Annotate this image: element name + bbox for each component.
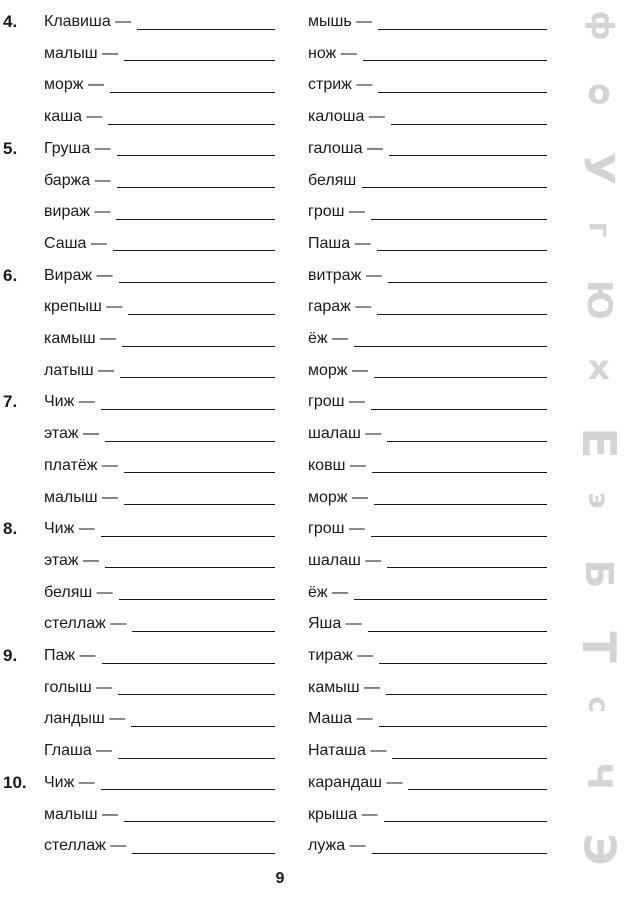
decorative-letter: Б bbox=[577, 559, 621, 589]
word-label: Чиж — bbox=[44, 520, 95, 538]
answer-line[interactable] bbox=[132, 839, 275, 854]
answer-line[interactable] bbox=[116, 205, 275, 220]
exercise-number: 9. bbox=[3, 646, 18, 665]
word-label: стеллаж — bbox=[44, 615, 127, 633]
exercise-row bbox=[305, 799, 555, 831]
word-label: камыш — bbox=[44, 330, 117, 347]
answer-line[interactable] bbox=[368, 617, 547, 632]
exercise-row bbox=[305, 672, 555, 704]
exercise-row bbox=[0, 830, 290, 862]
word-label: шалаш — bbox=[308, 551, 382, 569]
exercise-row bbox=[0, 767, 290, 799]
exercise-row bbox=[0, 386, 290, 418]
exercise-row bbox=[305, 355, 555, 387]
word-label: калоша — bbox=[308, 108, 385, 126]
answer-line[interactable] bbox=[354, 332, 547, 347]
answer-line[interactable] bbox=[377, 236, 547, 251]
word-label: грош — bbox=[308, 203, 365, 221]
exercise-row bbox=[305, 830, 555, 862]
word-label: Глаша — bbox=[44, 742, 113, 760]
exercise-row bbox=[305, 6, 555, 38]
exercise-row bbox=[0, 291, 290, 323]
exercise-number: 5. bbox=[3, 138, 18, 158]
answer-line[interactable] bbox=[371, 522, 547, 537]
word-label: ковш — bbox=[308, 456, 366, 474]
word-label: грош — bbox=[308, 393, 365, 411]
answer-line[interactable] bbox=[101, 775, 275, 790]
exercise-row bbox=[305, 450, 555, 482]
word-label: вираж — bbox=[44, 203, 111, 221]
word-label: Паж — bbox=[44, 647, 96, 664]
answer-line[interactable] bbox=[131, 712, 275, 727]
answer-line[interactable] bbox=[124, 807, 275, 822]
word-label: мышь — bbox=[308, 13, 373, 30]
word-label: крепыш — bbox=[44, 298, 123, 316]
decorative-letter: Е bbox=[572, 427, 626, 459]
decorative-letter: с bbox=[582, 696, 616, 713]
word-label: лужа — bbox=[308, 837, 366, 855]
answer-line[interactable] bbox=[117, 141, 275, 156]
answer-line[interactable] bbox=[371, 395, 547, 410]
answer-line[interactable] bbox=[363, 46, 547, 61]
word-label: этаж — bbox=[44, 551, 100, 569]
exercise-row bbox=[0, 703, 290, 735]
word-label: стриж — bbox=[308, 76, 373, 94]
decorative-letter: э bbox=[582, 492, 616, 509]
exercise-row bbox=[305, 165, 555, 197]
word-label: малыш — bbox=[44, 805, 119, 823]
exercise-row bbox=[305, 577, 555, 609]
answer-line[interactable] bbox=[102, 649, 275, 664]
word-label: витраж — bbox=[308, 266, 382, 284]
answer-line[interactable] bbox=[122, 332, 275, 347]
answer-line[interactable] bbox=[105, 427, 275, 442]
answer-line[interactable] bbox=[384, 807, 547, 822]
exercise-row bbox=[305, 513, 555, 545]
exercise-row bbox=[305, 101, 555, 133]
answer-line[interactable] bbox=[137, 15, 275, 30]
exercise-row bbox=[305, 608, 555, 640]
exercise-row bbox=[0, 69, 290, 101]
exercise-row bbox=[0, 196, 290, 228]
exercise-row bbox=[305, 291, 555, 323]
word-label: Маша — bbox=[308, 710, 373, 728]
word-label: малыш — bbox=[44, 488, 119, 506]
exercise-row bbox=[305, 386, 555, 418]
word-label: гараж — bbox=[308, 298, 372, 316]
answer-line[interactable] bbox=[388, 268, 547, 283]
word-label: беляш — bbox=[44, 583, 113, 601]
answer-line[interactable] bbox=[392, 744, 547, 759]
answer-line[interactable] bbox=[379, 649, 547, 664]
answer-line[interactable] bbox=[372, 839, 547, 854]
word-label: Паша — bbox=[308, 234, 371, 252]
exercise-row bbox=[0, 513, 290, 545]
exercise-row bbox=[0, 101, 290, 133]
word-label: стеллаж — bbox=[44, 837, 127, 855]
answer-line[interactable] bbox=[120, 363, 275, 378]
word-label: морж — bbox=[44, 76, 104, 94]
exercise-row bbox=[305, 38, 555, 70]
answer-line[interactable] bbox=[124, 46, 275, 61]
decorative-letter: Ч bbox=[579, 762, 619, 790]
answer-line[interactable] bbox=[386, 680, 547, 695]
answer-line[interactable] bbox=[124, 490, 275, 505]
word-label: ландыш — bbox=[44, 710, 126, 728]
word-label: беляш bbox=[308, 171, 357, 189]
answer-line[interactable] bbox=[387, 553, 547, 568]
word-label: крыша — bbox=[308, 805, 378, 823]
answer-line[interactable] bbox=[119, 585, 275, 600]
word-label: морж — bbox=[308, 361, 368, 379]
exercise-row bbox=[305, 735, 555, 767]
word-label: Саша — bbox=[44, 234, 107, 252]
exercise-row bbox=[0, 418, 290, 450]
answer-line[interactable] bbox=[132, 617, 275, 632]
answer-line[interactable] bbox=[354, 585, 547, 600]
exercise-row bbox=[305, 228, 555, 260]
word-label: Чиж — bbox=[44, 393, 95, 411]
exercise-row bbox=[305, 767, 555, 799]
decorative-letter: ф bbox=[581, 10, 617, 41]
answer-line[interactable] bbox=[362, 173, 547, 188]
answer-line[interactable] bbox=[374, 490, 547, 505]
decorative-letter-strip bbox=[568, 0, 630, 907]
decorative-letter: Ю bbox=[579, 280, 619, 320]
exercise-row bbox=[0, 482, 290, 514]
answer-line[interactable] bbox=[117, 173, 275, 188]
exercise-number: 8. bbox=[3, 519, 18, 539]
decorative-letter: о bbox=[587, 76, 611, 116]
decorative-letter: Т bbox=[572, 631, 626, 663]
decorative-letter: г bbox=[581, 221, 617, 238]
word-label: ёж — bbox=[308, 583, 349, 601]
answer-line[interactable] bbox=[101, 522, 275, 537]
answer-line[interactable] bbox=[378, 15, 547, 30]
answer-line[interactable] bbox=[389, 141, 547, 156]
word-label: Вираж — bbox=[44, 266, 113, 284]
exercise-number: 6. bbox=[3, 265, 18, 285]
answer-line[interactable] bbox=[391, 110, 547, 125]
word-label: латыш — bbox=[44, 361, 114, 379]
answer-line[interactable] bbox=[378, 78, 547, 93]
word-label: грош — bbox=[308, 520, 365, 538]
page-number: 9 bbox=[275, 870, 285, 887]
exercise-row bbox=[0, 260, 290, 292]
word-label: этаж — bbox=[44, 425, 100, 443]
word-label: камыш — bbox=[308, 678, 381, 696]
answer-line[interactable] bbox=[372, 458, 547, 473]
exercise-row bbox=[0, 577, 290, 609]
exercise-row bbox=[305, 133, 555, 165]
exercise-row bbox=[0, 228, 290, 260]
exercise-row bbox=[0, 450, 290, 482]
answer-line[interactable] bbox=[371, 205, 547, 220]
answer-line[interactable] bbox=[408, 775, 547, 790]
exercise-row bbox=[305, 640, 555, 672]
answer-line[interactable] bbox=[387, 427, 547, 442]
answer-line[interactable] bbox=[118, 744, 275, 759]
answer-line[interactable] bbox=[105, 553, 275, 568]
exercise-number: 4. bbox=[3, 12, 18, 31]
exercise-row bbox=[305, 545, 555, 577]
answer-line[interactable] bbox=[101, 395, 275, 410]
word-label: карандаш — bbox=[308, 773, 403, 791]
word-label: шалаш — bbox=[308, 425, 382, 443]
exercise-row bbox=[0, 6, 290, 38]
exercise-row bbox=[0, 608, 290, 640]
exercise-row bbox=[0, 672, 290, 704]
exercise-row bbox=[0, 355, 290, 387]
answer-line[interactable] bbox=[119, 268, 275, 283]
exercise-row bbox=[305, 69, 555, 101]
exercise-number: 7. bbox=[3, 392, 18, 412]
answer-line[interactable] bbox=[377, 300, 547, 315]
decorative-letter: Э bbox=[573, 833, 625, 866]
word-label: платёж — bbox=[44, 456, 118, 474]
word-label: тираж — bbox=[308, 647, 374, 664]
answer-line[interactable] bbox=[113, 236, 275, 251]
word-label: галоша — bbox=[308, 139, 383, 157]
word-label: нож — bbox=[308, 44, 357, 62]
exercise-number: 10. bbox=[3, 772, 27, 792]
word-label: каша — bbox=[44, 108, 103, 126]
word-label: морж — bbox=[308, 488, 368, 506]
exercise-row bbox=[305, 196, 555, 228]
exercise-row bbox=[0, 323, 290, 355]
word-label: баржа — bbox=[44, 171, 111, 189]
word-label: Клавиша — bbox=[44, 13, 132, 30]
word-label: Чиж — bbox=[44, 773, 95, 791]
exercise-row bbox=[305, 482, 555, 514]
exercise-row bbox=[305, 703, 555, 735]
answer-line[interactable] bbox=[108, 110, 275, 125]
answer-line[interactable] bbox=[379, 712, 547, 727]
word-label: малыш — bbox=[44, 44, 119, 62]
exercise-row bbox=[0, 640, 290, 672]
exercise-row bbox=[305, 260, 555, 292]
answer-line[interactable] bbox=[118, 680, 275, 695]
answer-line[interactable] bbox=[374, 363, 547, 378]
exercise-row bbox=[0, 165, 290, 197]
exercise-row bbox=[305, 323, 555, 355]
answer-line[interactable] bbox=[110, 78, 275, 93]
decorative-letter: х bbox=[588, 348, 610, 388]
exercise-row bbox=[305, 418, 555, 450]
word-label: Наташа — bbox=[308, 742, 387, 760]
exercise-row bbox=[0, 545, 290, 577]
word-label: голыш — bbox=[44, 678, 113, 696]
word-label: Яша — bbox=[308, 615, 362, 633]
exercise-row bbox=[0, 133, 290, 165]
exercise-row bbox=[0, 38, 290, 70]
word-label: Груша — bbox=[44, 139, 111, 157]
word-label: ёж — bbox=[308, 330, 349, 347]
answer-line[interactable] bbox=[128, 300, 275, 315]
decorative-letter: У bbox=[574, 152, 624, 185]
answer-line[interactable] bbox=[124, 458, 275, 473]
exercise-row bbox=[0, 799, 290, 831]
exercise-row bbox=[0, 735, 290, 767]
